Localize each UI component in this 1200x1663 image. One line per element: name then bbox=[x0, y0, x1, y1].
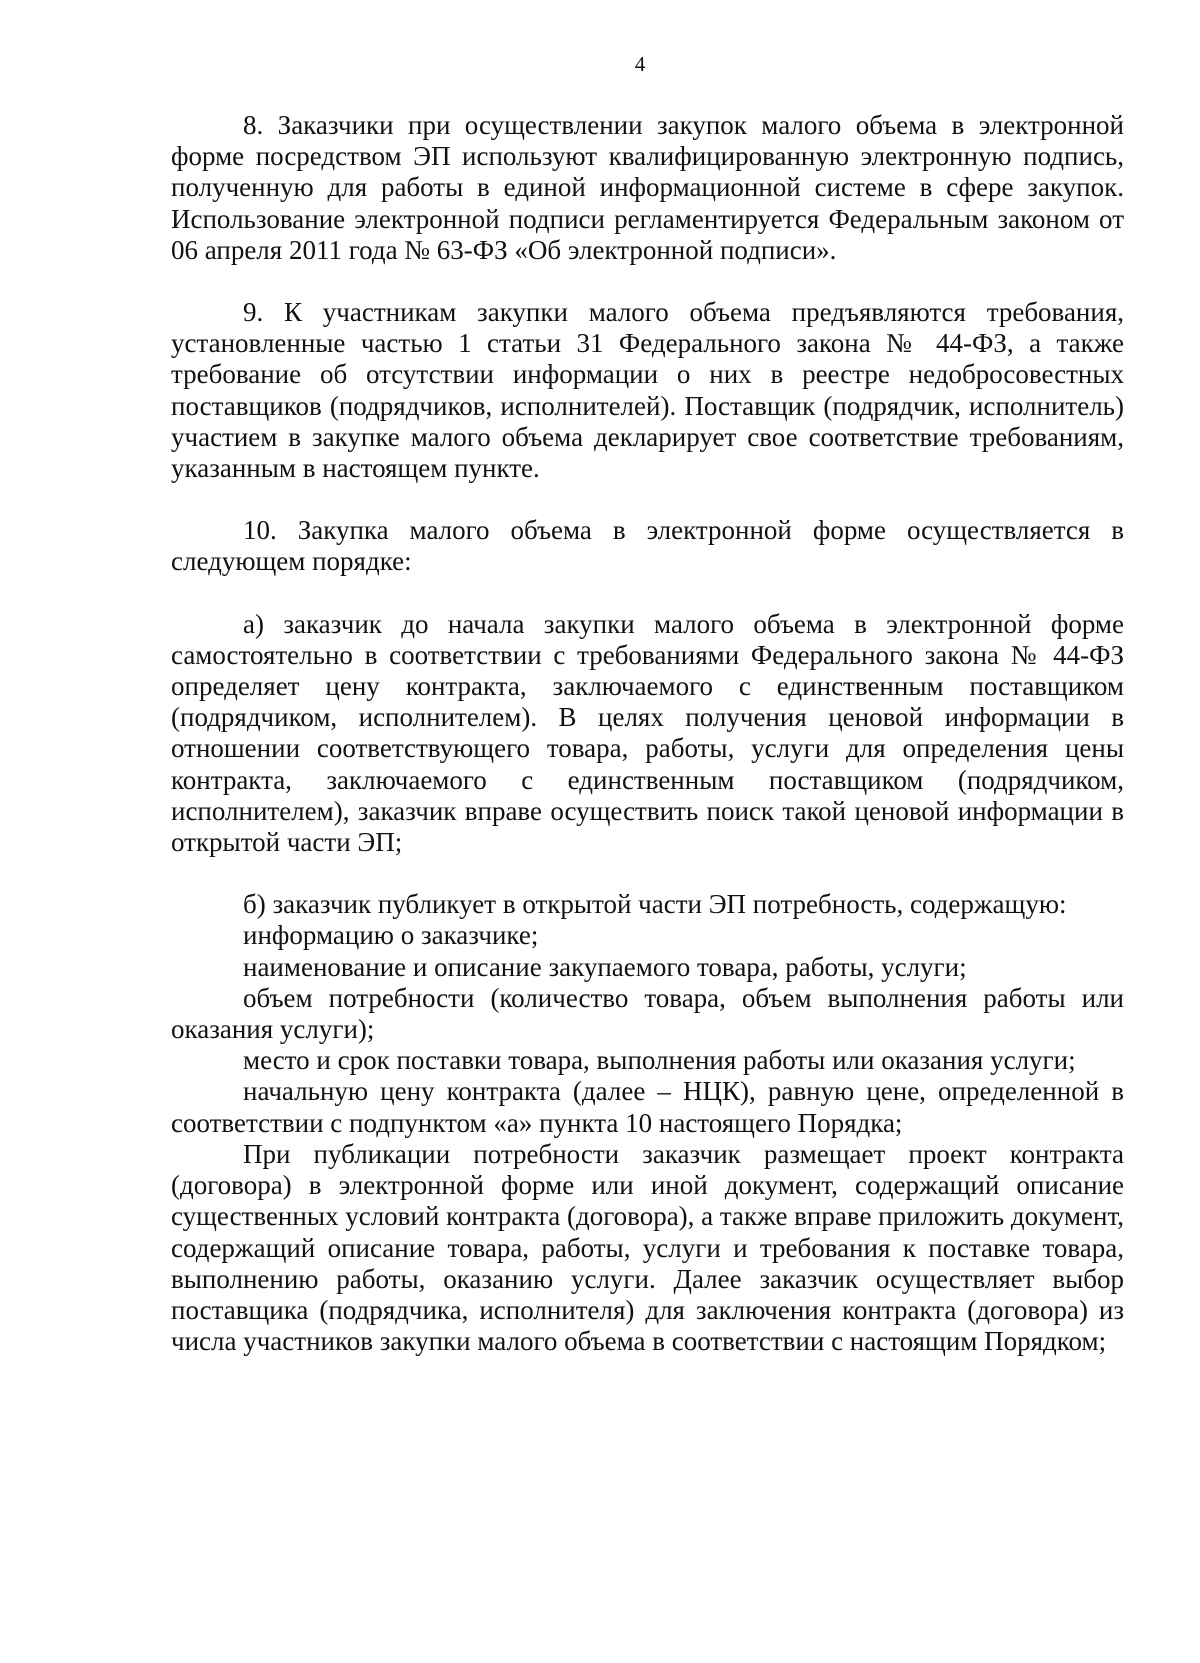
subparagraph-b: б) заказчик публикует в открытой части ЭП потребность, содержащую: bbox=[243, 889, 1067, 920]
list-item: место и срок поставки товара, выполнения работы или оказания услуги; bbox=[243, 1045, 1076, 1076]
page-number: 4 bbox=[634, 52, 646, 76]
publication-paragraph: При публикации потребности заказчик размещает проект контракта (договора) в электронной форме или иной документ, содержащий описание существенных условий контракта (договора), а также вправе приложить документ, содержащий описание товара, работы, услуги и требования к поставке товара, выполнению работы, оказанию услуги. Далее заказчик осуществляет выбор поставщика (подрядчика, исполнителя) для заключения контракта (договора) из числа участников закупки малого объема в соответствии с настоящим Порядком; bbox=[171, 1138, 1125, 1357]
paragraph-8: 8. Заказчики при осуществлении закупок малого объема в электронной форме посредством ЭП используют квалифицированную электронную подпись, полученную для работы в единой информационной системе в сфере закупок. Использование электронной подписи регламентируется Федеральным законом от 06 апреля 2011 года № 63-ФЗ «Об электронной подписи». bbox=[171, 110, 1124, 265]
paragraph-10: 10. Закупка малого объема в электронной форме осуществляется в следующем порядке: bbox=[171, 515, 1124, 577]
subparagraph-a: а) заказчик до начала закупки малого объема в электронной форме самостоятельно в соответствии с требованиями Федерального закона № 44-ФЗ определяет цену контракта, заключаемого с единственным поставщиком (подрядчиком, исполнителем). В целях получения ценовой информации в отношении соответствующего товара, работы, услуги для определения цены контракта, заключаемого с единственным поставщиком (подрядчиком, исполнителем), заказчик вправе осуществить поиск такой ценовой информации в открытой части ЭП; bbox=[171, 608, 1124, 858]
document-body bbox=[171, 110, 1124, 1357]
list-item: объем потребности (количество товара, объем выполнения работы или оказания услуги); bbox=[171, 982, 1124, 1045]
list-item: информацию о заказчике; bbox=[243, 920, 539, 951]
paragraph-9: 9. К участникам закупки малого объема предъявляются требования, установленные частью 1 статьи 31 Федерального закона № 44-ФЗ, а также требование об отсутствии информации о них в реестре недобросовестных поставщиков (подрядчиков, исполнителей). Поставщик (подрядчик, исполнитель) участием в закупке малого объема декларирует свое соответствие требованиям, указанным в настоящем пункте. bbox=[171, 297, 1124, 484]
list-item: наименование и описание закупаемого товара, работы, услуги; bbox=[243, 951, 967, 982]
list-item: начальную цену контракта (далее – НЦК), равную цене, определенной в соответствии с подпунктом «а» пункта 10 настоящего Порядка; bbox=[171, 1076, 1124, 1138]
